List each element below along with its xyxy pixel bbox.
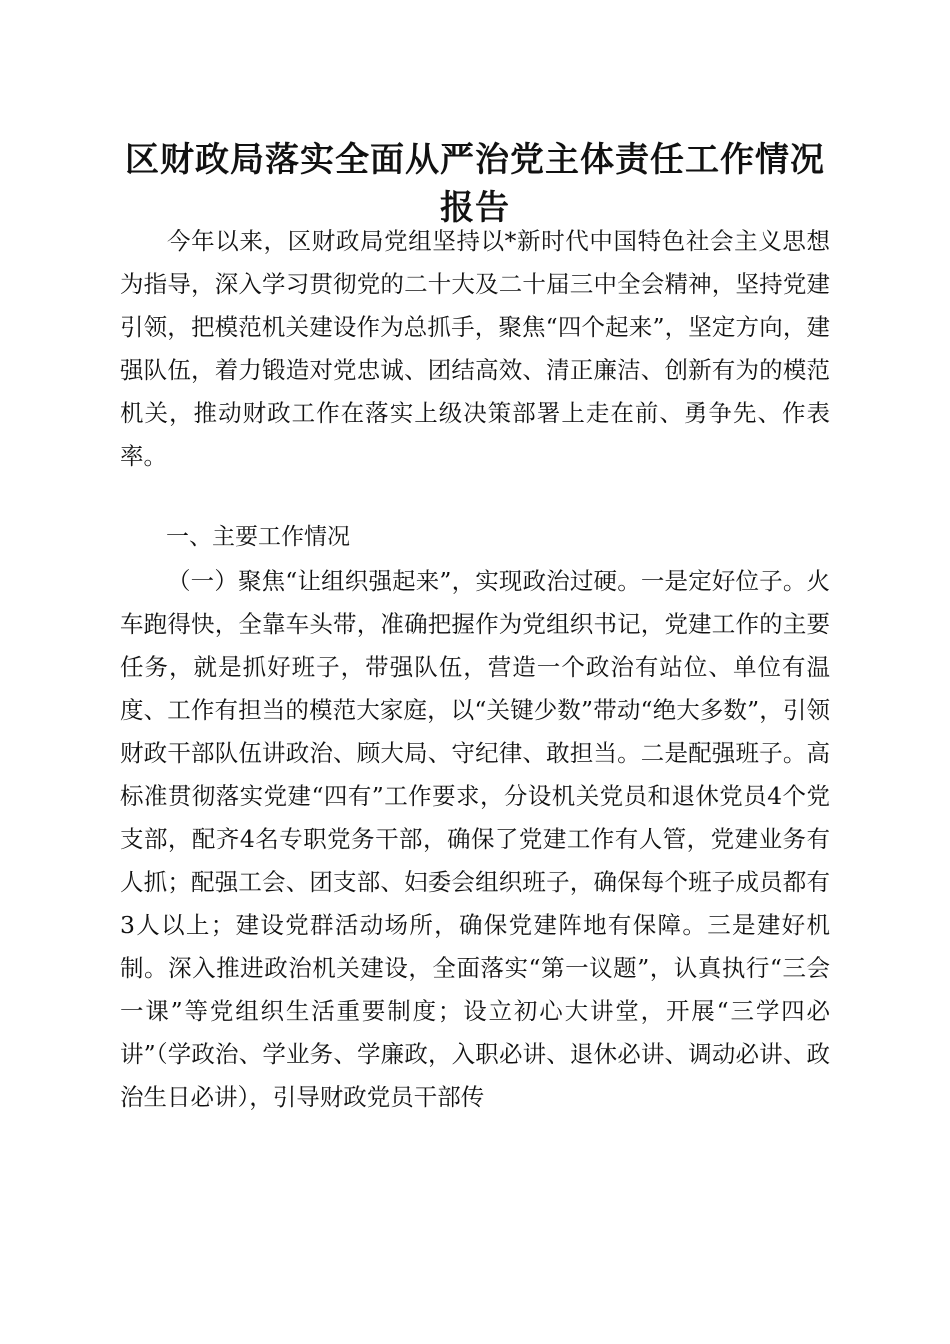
section1-body [120,560,830,1119]
intro-section [120,220,830,478]
section1-heading: 一、主要工作情况 [166,524,350,550]
intro-paragraph: 今年以来，区财政局党组坚持以*新时代中国特色社会主义思想为指导，深入学习贯彻党的二十大及二十届三中全会精神，坚持党建引领，把模范机关建设作为总抓手，聚焦“四个起来”，坚定方向，建强队伍，着力锻造对党忠诚、团结高效、清正廉洁、创新有为的模范机关，推动财政工作在落实上级决策部署上走在前、勇争先、作表率。 [120,227,830,470]
document-title-line2: 报告 [440,188,510,228]
document-title-line1: 区财政局落实全面从严治党主体责任工作情况 [125,140,825,180]
section1-paragraph1: （一）聚焦“让组织强起来”，实现政治过硬。一是定好位子。火车跑得快，全靠车头带，准确把握作为党组织书记，党建工作的主要任务，就是抓好班子，带强队伍，营造一个政治有站位、单位有温度、工作有担当的模范大家庭，以“关键少数”带动“绝大多数”，引领财政干部队伍讲政治、顾大局、守纪律、敢担当。二是配强班子。高标准贯彻落实党建“四有”工作要求，分设机关党员和退休党员4个党支部，配齐4名专职党务干部，确保了党建工作有人管，党建业务有人抓；配强工会、团支部、妇委会组织班子，确保每个班子成员都有3人以上；建设党群活动场所，确保党建阵地有保障。三是建好机制。深入推进政治机关建设，全面落实“第一议题”，认真执行“三会一课”等党组织生活重要制度；设立初心大讲堂，开展“三学四必讲”（学政治、学业务、学廉政，入职必讲、退休必讲、调动必讲、政治生日必讲），引导财政党员干部传 [120,567,830,1111]
